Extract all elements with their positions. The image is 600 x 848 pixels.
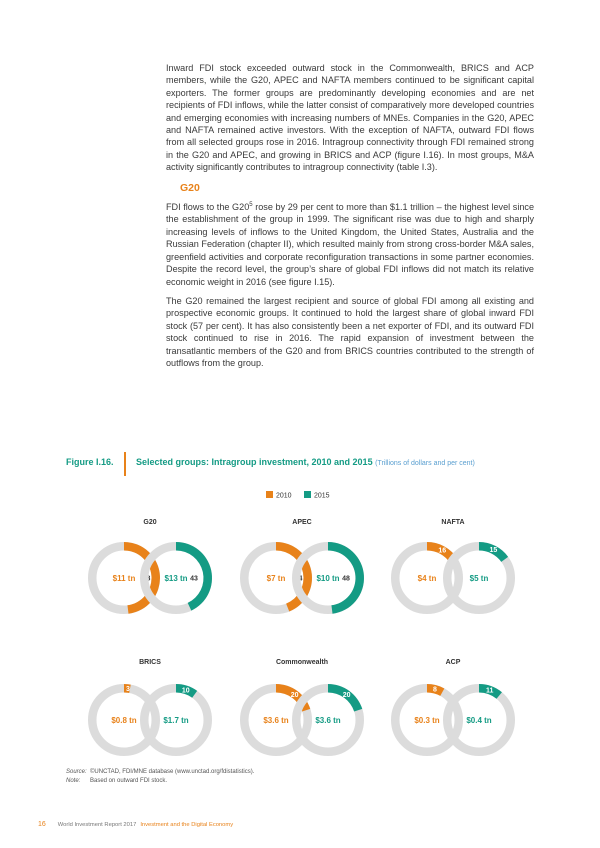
amount-label-g20-2010: $11 tn: [112, 574, 136, 583]
group-title-nafta: NAFTA: [441, 519, 465, 526]
source-line: [66, 768, 254, 777]
group-title-brics: BRICS: [139, 659, 161, 666]
legend-label-2015: 2015: [314, 492, 330, 500]
section-heading-g20: G20: [180, 181, 200, 194]
group-title-commonwealth: Commonwealth: [275, 659, 329, 666]
amount-label-brics-2015: $1.7 tn: [163, 716, 189, 725]
figure-label: Figure I.16.: [66, 457, 114, 467]
pct-label-acp-2010: 8: [432, 686, 437, 694]
legend-swatch-2015: [304, 491, 311, 498]
page-number: 16: [38, 821, 46, 828]
pct-label-nafta-2010: 16: [438, 547, 447, 555]
pct-label-g20-2010: 48: [142, 575, 151, 583]
pct-label-nafta-2015: 15: [489, 547, 498, 555]
note-key: Note:: [66, 778, 81, 784]
amount-label-acp-2015: $0.4 tn: [466, 716, 492, 725]
paragraph-2-start: FDI flows to the G20: [166, 202, 250, 213]
figure-title-text: Selected groups: Intragroup investment, 2010 and 2015: [136, 457, 373, 467]
pct-label-g20-2015: 43: [190, 575, 198, 583]
paragraph-2-rest: rose by 29 per cent to more than $1.1 trillion – the highest level since the establishment of the group in 1999. The significant rise was due to high and sharply increasing levels of inflows to the United Kingdom, the United States, Australia and the Russian Federation (chapter II), which resulted mainly from strong cross-border M&A sales, greenfield activities and corporate reconfiguration transactions in some partner economies. Despite the record level, the group’s share of global FDI inflows did not match its relative economic weight in 2016 (see figure I.15).: [166, 202, 534, 287]
amount-label-brics-2010: $0.8 tn: [111, 716, 137, 725]
legend-swatch-2010: [266, 491, 273, 498]
figure-subtitle: (Trillions of dollars and per cent): [375, 460, 475, 467]
note-line: [66, 777, 254, 786]
source-key: Source:: [66, 769, 87, 775]
report-name: World Investment Report 2017: [57, 822, 137, 828]
pct-label-apec-2010: 44: [294, 575, 303, 583]
amount-label-apec-2010: $7 tn: [266, 574, 286, 583]
report-subtitle: Investment and the Digital Economy: [140, 822, 234, 828]
amount-label-commonwealth-2015: $3.6 tn: [315, 716, 341, 725]
amount-label-apec-2015: $10 tn: [316, 574, 340, 583]
amount-label-g20-2015: $13 tn: [164, 574, 188, 583]
amount-label-acp-2010: $0.3 tn: [414, 716, 440, 725]
pct-label-brics-2010: 3: [126, 686, 130, 694]
figure-notes: [66, 768, 254, 786]
paragraph-3: The G20 remained the largest recipient and source of global FDI among all existing and prospective economic groups. It continued to hold the largest share of global inward FDI stock (57 per cent). It has also consistently been a net exporter of FDI, and its outward FDI stock continued to rise in 2016. The rapid expansion of investment between the transatlantic members of the G20 and from BRICS countries contributed to the strength of outflows from the group.: [166, 295, 534, 368]
note-text: Based on outward FDI stock.: [90, 778, 168, 784]
legend-label-2010: 2010: [276, 492, 292, 500]
amount-label-commonwealth-2010: $3.6 tn: [263, 716, 289, 725]
group-title-acp: ACP: [445, 659, 461, 666]
pct-label-acp-2015: 11: [486, 687, 494, 695]
page-footer: [38, 821, 233, 828]
pct-label-commonwealth-2015: 20: [342, 691, 351, 699]
pct-label-brics-2015: 10: [181, 687, 190, 695]
group-title-apec: APEC: [292, 519, 312, 526]
footnote-marker[interactable]: 5: [249, 202, 253, 209]
pct-label-commonwealth-2010: 20: [290, 691, 299, 699]
paragraph-1: Inward FDI stock exceeded outward stock in the Commonwealth, BRICS and ACP members, while the G20, APEC and NAFTA members continued to be significant capital exporters. The former groups are predominantly developing economies and are net recipients of FDI inflows, while the latter consist of comparatively more developed countries and emerging economies with increasing numbers of MNEs. Companies in the G20, APEC and NAFTA remained active investors. With the exception of NAFTA, outward FDI flows from all selected groups rose in 2016. Intragroup connectivity through FDI remained strong in the G20 and APEC, and growing in BRICS and ACP (figure I.16). In most groups, M&A activity significantly contributes to intragroup connectivity (table I.3).: [166, 63, 534, 173]
source-text: ©UNCTAD, FDI/MNE database (www.unctad.org/fdistatistics).: [90, 769, 255, 775]
amount-label-nafta-2010: $4 tn: [417, 574, 437, 583]
group-title-g20: G20: [143, 519, 157, 526]
amount-label-nafta-2015: $5 tn: [469, 574, 489, 583]
pct-label-apec-2015: 48: [342, 575, 350, 583]
